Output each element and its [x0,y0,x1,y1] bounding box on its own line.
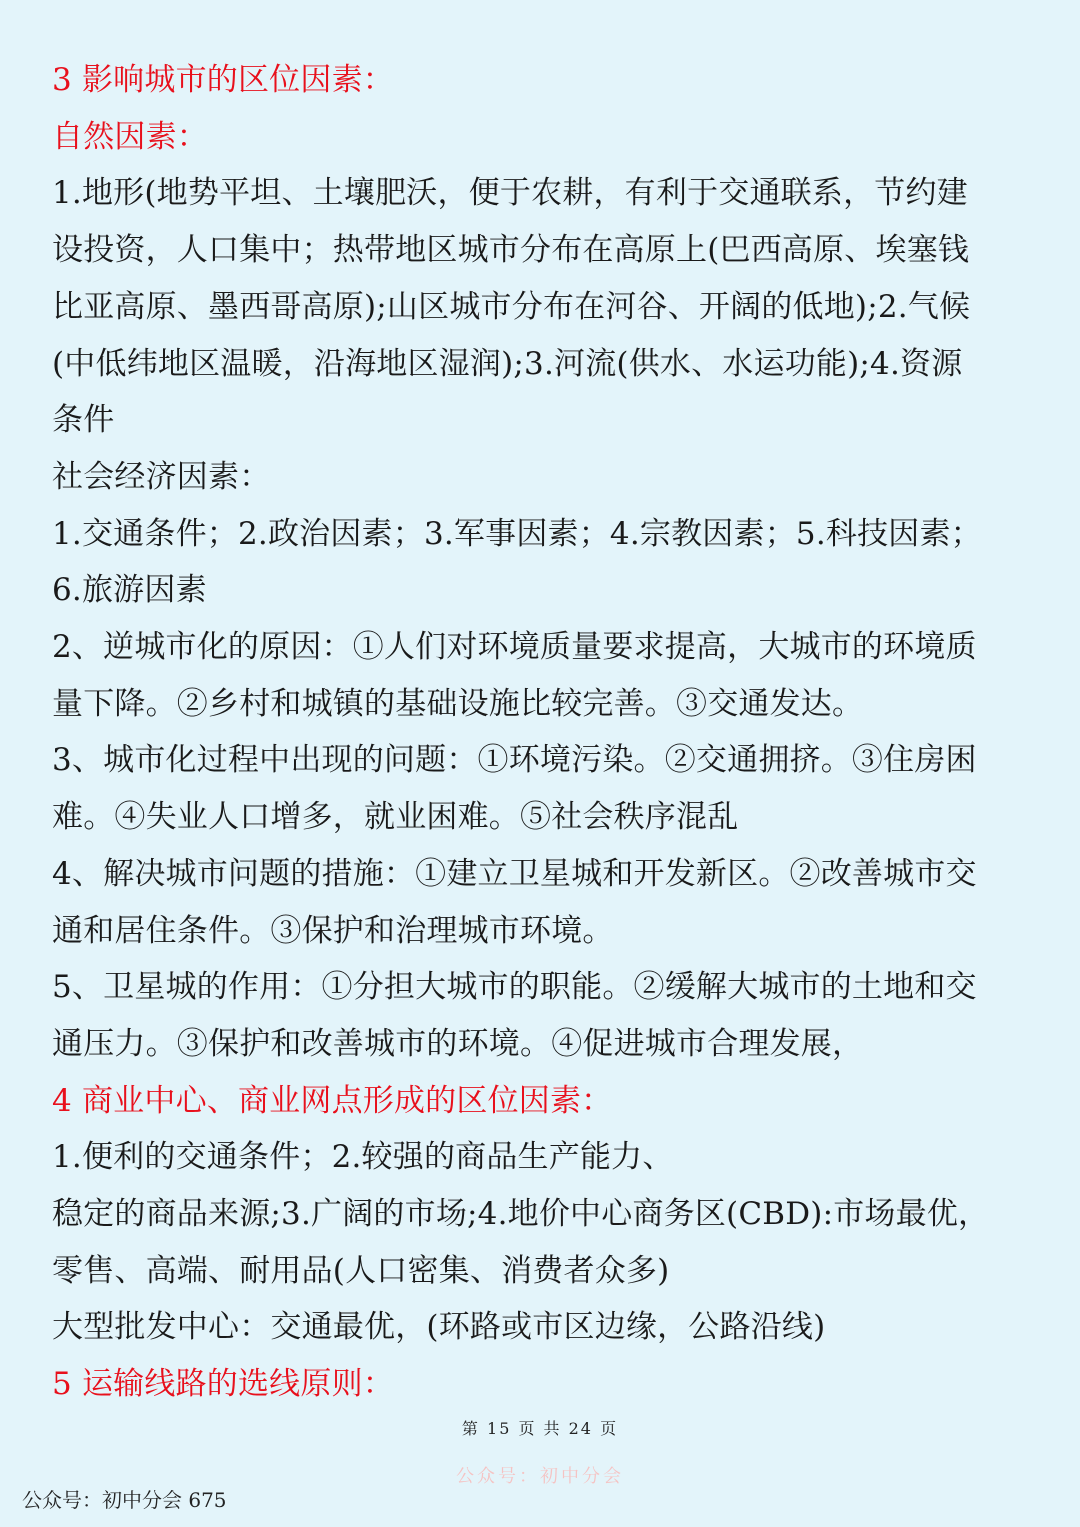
text-line: 1.交通条件；2.政治因素；3.军事因素；4.宗教因素；5.科技因素； [52,515,982,552]
section-heading: 4 商业中心、商业网点形成的区位因素： [52,1082,613,1119]
page-number: 第 15 页 共 24 页 [461,1419,619,1438]
text-line: 6.旅游因素 [52,572,207,609]
text-line: 1.便利的交通条件；2.较强的商品生产能力、 [52,1139,674,1176]
text-line: 3、城市化过程中出现的问题：①环境污染。②交通拥挤。③住房困 [52,742,977,779]
text-line: 比亚高原、墨西哥高原);山区城市分布在河谷、开阔的低地);2.气候 [52,288,971,325]
text-line: 社会经济因素： [52,458,271,495]
section-heading: 自然因素： [52,118,208,155]
text-line: (中低纬地区温暖，沿海地区湿润);3.河流(供水、水运功能);4.资源 [52,345,963,382]
text-line: 设投资，人口集中；热带地区城市分布在高原上(巴西高原、埃塞钱 [52,232,970,269]
text-line: 2、逆城市化的原因：①人们对环境质量要求提高，大城市的环境质 [52,629,977,666]
watermark-center: 公众号：初中分会 [456,1466,624,1487]
text-line: 大型批发中心：交通最优，(环路或市区边缘，公路沿线) [52,1309,826,1346]
text-line: 5、卫星城的作用：①分担大城市的职能。②缓解大城市的土地和交 [52,969,977,1006]
text-line: 零售、高端、耐用品(人口密集、消费者众多) [52,1252,670,1289]
section-heading: 5 运输线路的选线原则： [52,1366,394,1403]
text-line: 稳定的商品来源;3.广阔的市场;4.地价中心商务区(CBD):市场最优， [52,1196,990,1233]
watermark-account: 公众号：初中分会 675 [22,1488,227,1512]
text-line: 4、解决城市问题的措施：①建立卫星城和开发新区。②改善城市交 [52,855,977,892]
text-line: 通和居住条件。③保护和治理城市环境。 [52,912,614,949]
text-line: 量下降。②乡村和城镇的基础设施比较完善。③交通发达。 [52,685,864,722]
document-body [52,52,1032,1413]
text-line: 难。④失业人口增多，就业困难。⑤社会秩序混乱 [52,799,739,836]
section-heading: 3 影响城市的区位因素： [52,62,394,98]
text-line: 1.地形(地势平坦、土壤肥沃，便于农耕，有利于交通联系，节约建 [52,175,968,212]
text-line: 条件 [52,402,115,439]
text-line: 通压力。③保护和改善城市的环境。④促进城市合理发展， [52,1025,864,1062]
